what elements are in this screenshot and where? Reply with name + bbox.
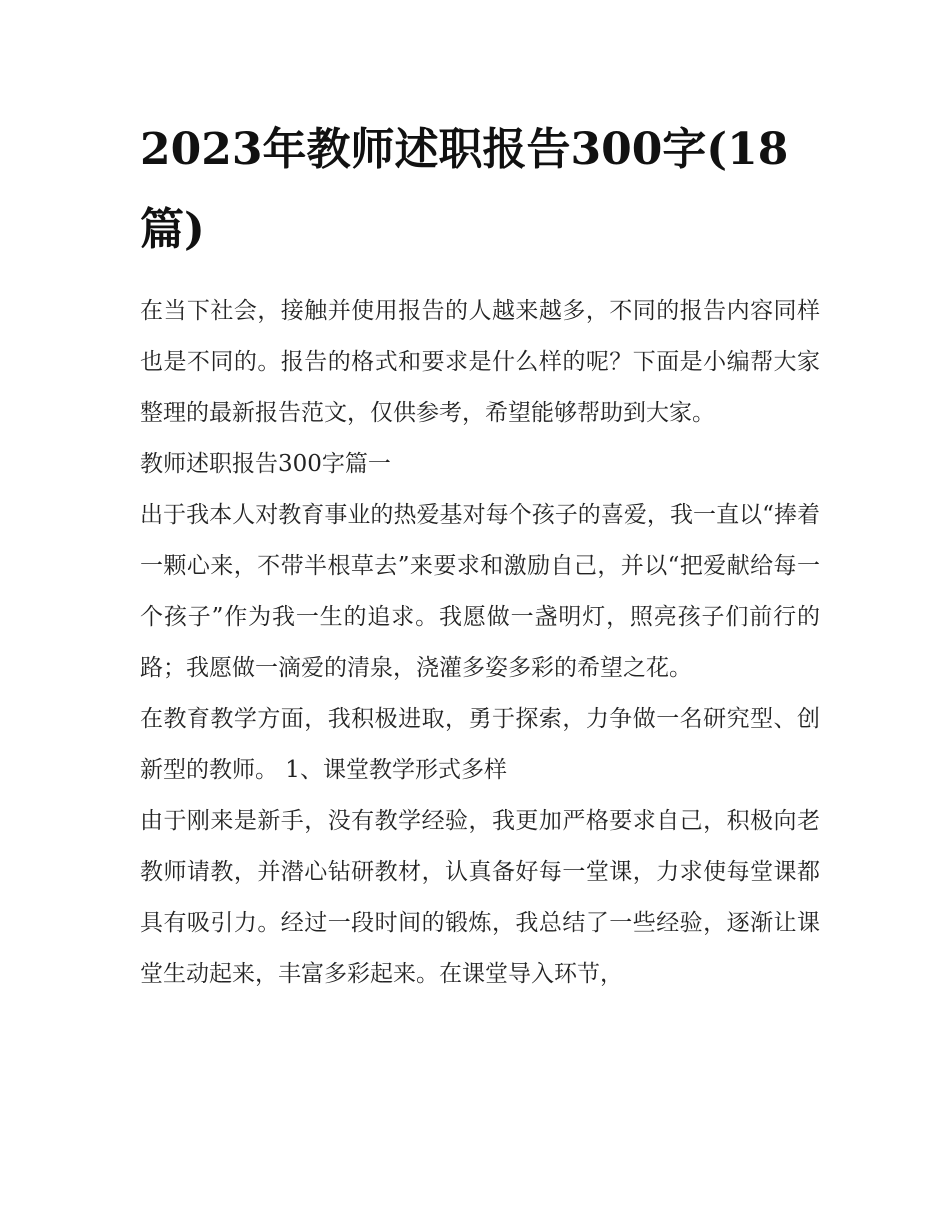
body-paragraph: 出于我本人对教育事业的热爱基对每个孩子的喜爱，我一直以“捧着一颗心来，不带半根草去”来要求和激励自己，并以“把爱献给每一个孩子”作为我一生的追求。我愿做一盏明灯，照亮孩子们前行的路；我愿做一滴爱的清泉，浇灌多姿多彩的希望之花。 [140,502,820,681]
document-title: 2023年教师述职报告300字(18篇) [140,124,789,255]
document-page [140,110,820,1000]
body-paragraph: 由于刚来是新手，没有教学经验，我更加严格要求自己，积极向老教师请教，并潜心钻研教材，认真备好每一堂课，力求使每堂课都具有吸引力。经过一段时间的锻炼，我总结了一些经验，逐渐让课堂生动起来，丰富多彩起来。在课堂导入环节， [140,808,820,987]
section-heading: 教师述职报告300字篇一 [140,451,391,477]
intro-paragraph: 在当下社会，接触并使用报告的人越来越多，不同的报告内容同样也是不同的。报告的格式和要求是什么样的呢？下面是小编帮大家整理的最新报告范文，仅供参考，希望能够帮助到大家。 [140,298,820,426]
body-paragraph: 在教育教学方面，我积极进取，勇于探索，力争做一名研究型、创新型的教师。 1、课堂教学形式多样 [140,706,820,783]
document-body [140,286,820,1000]
